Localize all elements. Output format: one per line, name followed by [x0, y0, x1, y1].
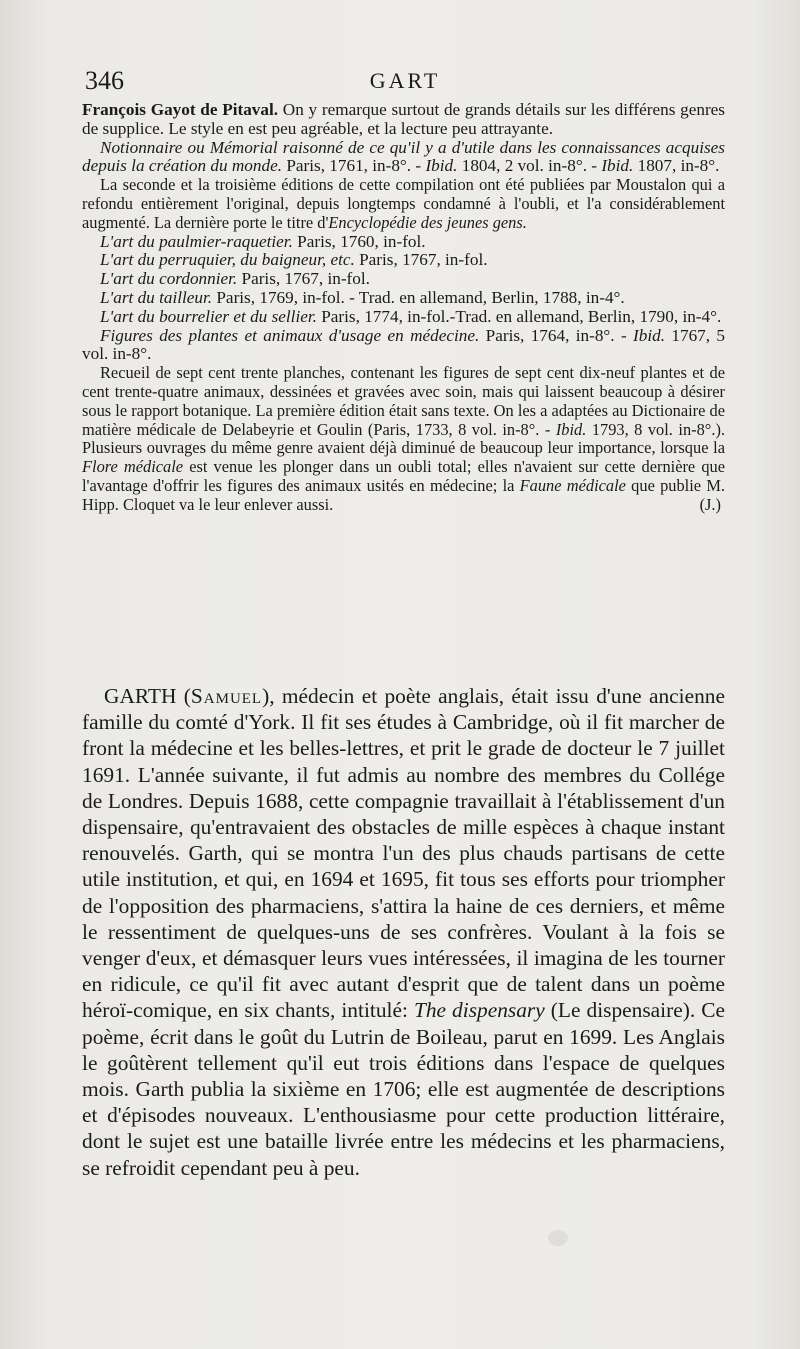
note-italic: Faune médicale: [519, 475, 626, 495]
entry-text: Paris, 1769, in-fol. - Trad. en allemand, Berlin, 1788, in-4°.: [212, 287, 625, 307]
entry-text: 1807, in-8°.: [633, 156, 720, 176]
signature: (J.): [699, 494, 721, 514]
entry-text: Paris, 1761, in-8°. -: [282, 156, 426, 176]
note-text: Recueil de sept cent trente planches, contenant les figures de sept cent dix-neuf plantes et de cent trente-quatre animaux, dessinées et gravées avec soin, mais qui laissent beaucoup à désirer sous le rapport botanique. La première édition était sans texte. On les a adaptées au Dictionaire de matière médicale de Delabeyrie et Goulin (Paris, 1733, 8 vol. in-8°. -: [82, 363, 725, 439]
note-text: est venue les plonger dans un oubli total; elles n'avaient sur cette dernière que l'avantage d'offrir les figures des animaux usités en médecine; la: [82, 457, 725, 495]
entry-title: Notionnaire ou Mémorial raisonné de ce qu'il y a d'utile dans les connaissances acquises depuis la création du monde.: [82, 137, 725, 176]
page-header: [85, 66, 725, 100]
note-figures: [82, 364, 725, 514]
paren: ),: [262, 684, 282, 708]
entry-text: Paris, 1767, in-fol.: [354, 250, 488, 270]
entry-title: Figures des plantes et animaux d'usage en médecine.: [100, 325, 480, 345]
entry-text: Paris, 1774, in-fol.-Trad. en allemand, Berlin, 1790, in-4°.: [316, 306, 722, 326]
note-italic: Encyclopédie des jeunes gens.: [328, 212, 527, 232]
entry-figures: [82, 327, 725, 365]
entry-title: L'art du bourrelier et du sellier.: [100, 306, 317, 326]
note-text: La seconde et la troisième éditions de cette compilation ont été publiées par Moustalon qui a refondu entièrement l'original, depuis longtemps condamné à l'oubli, et l'a considérablement augmenté. La dernière porte le titre d': [82, 175, 725, 232]
paper-stain: [548, 1230, 568, 1246]
entry-title: L'art du perruquier, du baigneur, etc.: [100, 250, 355, 270]
entry-art-perruquier: [82, 251, 725, 270]
entry-text: Paris, 1764, in-8°. -: [479, 325, 634, 345]
entry-text: 1767, 5 vol. in-8°.: [82, 325, 726, 364]
poem-title: The dispensary: [413, 998, 545, 1023]
entry-notionnaire: [82, 139, 725, 177]
article-garth: [82, 683, 725, 1181]
entry-text: On y remarque surtout de grands détails sur les différens genres de supplice. Le style en est peu agréable, et la lecture peu attrayante.: [82, 100, 725, 138]
article-forename: Samuel: [190, 684, 263, 708]
entry-text: Paris, 1760, in-fol.: [292, 231, 426, 251]
entry-text: 1804, 2 vol. in-8°. -: [457, 156, 602, 176]
note-text: 1793, 8 vol. in-8°.). Plusieurs ouvrages du même genre avaient déjà diminué de beaucoup leur importance, lorsque la: [82, 419, 725, 458]
entry-art-cordonnier: [82, 270, 725, 289]
bibliography-block: [82, 101, 725, 515]
entry-title: L'art du paulmier-raquetier.: [100, 231, 293, 251]
paren: (: [176, 684, 191, 708]
article-text: médecin et poète anglais, était issu d'une ancienne famille du comté d'York. Il fit ses études à Cambridge, où il fit marcher de front la médecine et les belles-lettres, et prit le grade de docteur le 7 juillet 1691. L'année suivante, il fut admis au nombre des membres du Collége de Londres. Depuis 1688, cette compagnie travaillait à l'établissement d'un dispensaire, qu'entravaient des obstacles de mille espèces à chaque instant renouvelés. Garth, qui se montra l'un des plus chauds partisans de cette utile institution, et qui, en 1694 et 1695, fit tous ses efforts pour triompher de l'opposition des pharmaciens, s'attira la haine de ces derniers, et même le ressentiment de quelques-uns de ses confrères. Voulant à la fois se venger d'eux, et démasquer leurs vues intéressées, il imagina de les tourner en ridicule, ce qu'il fit avec autant d'esprit que de talent dans un poème héroï-comique, en six chants, intitulé:: [82, 684, 725, 1023]
entry-text: Paris, 1767, in-fol.: [237, 269, 370, 289]
note-notionnaire: [82, 176, 725, 232]
article-paragraph: [82, 683, 725, 1181]
entry-title: L'art du cordonnier.: [100, 269, 238, 289]
entry-art-tailleur: [82, 289, 725, 308]
article-text: (Le dispensaire). Ce poème, écrit dans le goût du Lutrin de Boileau, parut en 1699. Les Anglais le goûtèrent tellement qu'il eut trois éditions dans l'espace de quelques mois. Garth publia la sixième en 1706; elle est augmentée de descriptions et d'épisodes nouveaux. L'enthousiasme pour cette production littéraire, dont le sujet est une bataille livrée entre les médecins et les pharmaciens, se refroidit cependant peu à peu.: [82, 998, 725, 1180]
page-number: 346: [85, 66, 124, 95]
entry-author: François Gayot de Pitaval.: [82, 100, 279, 119]
ibid: Ibid.: [555, 419, 587, 439]
entry-art-paulmier: [82, 233, 725, 252]
running-head: GART: [369, 68, 441, 93]
note-text: que publie M. Hipp. Cloquet va le leur enlever aussi.: [82, 475, 725, 514]
article-surname: GARTH: [104, 684, 177, 708]
entry-pitaval: [82, 101, 725, 139]
ibid: Ibid.: [633, 325, 666, 345]
note-italic: Flore médicale: [82, 457, 184, 477]
entry-art-bourrelier: [82, 308, 725, 327]
ibid: Ibid.: [425, 156, 458, 176]
ibid: Ibid.: [601, 156, 634, 176]
entry-title: L'art du tailleur.: [100, 287, 213, 307]
